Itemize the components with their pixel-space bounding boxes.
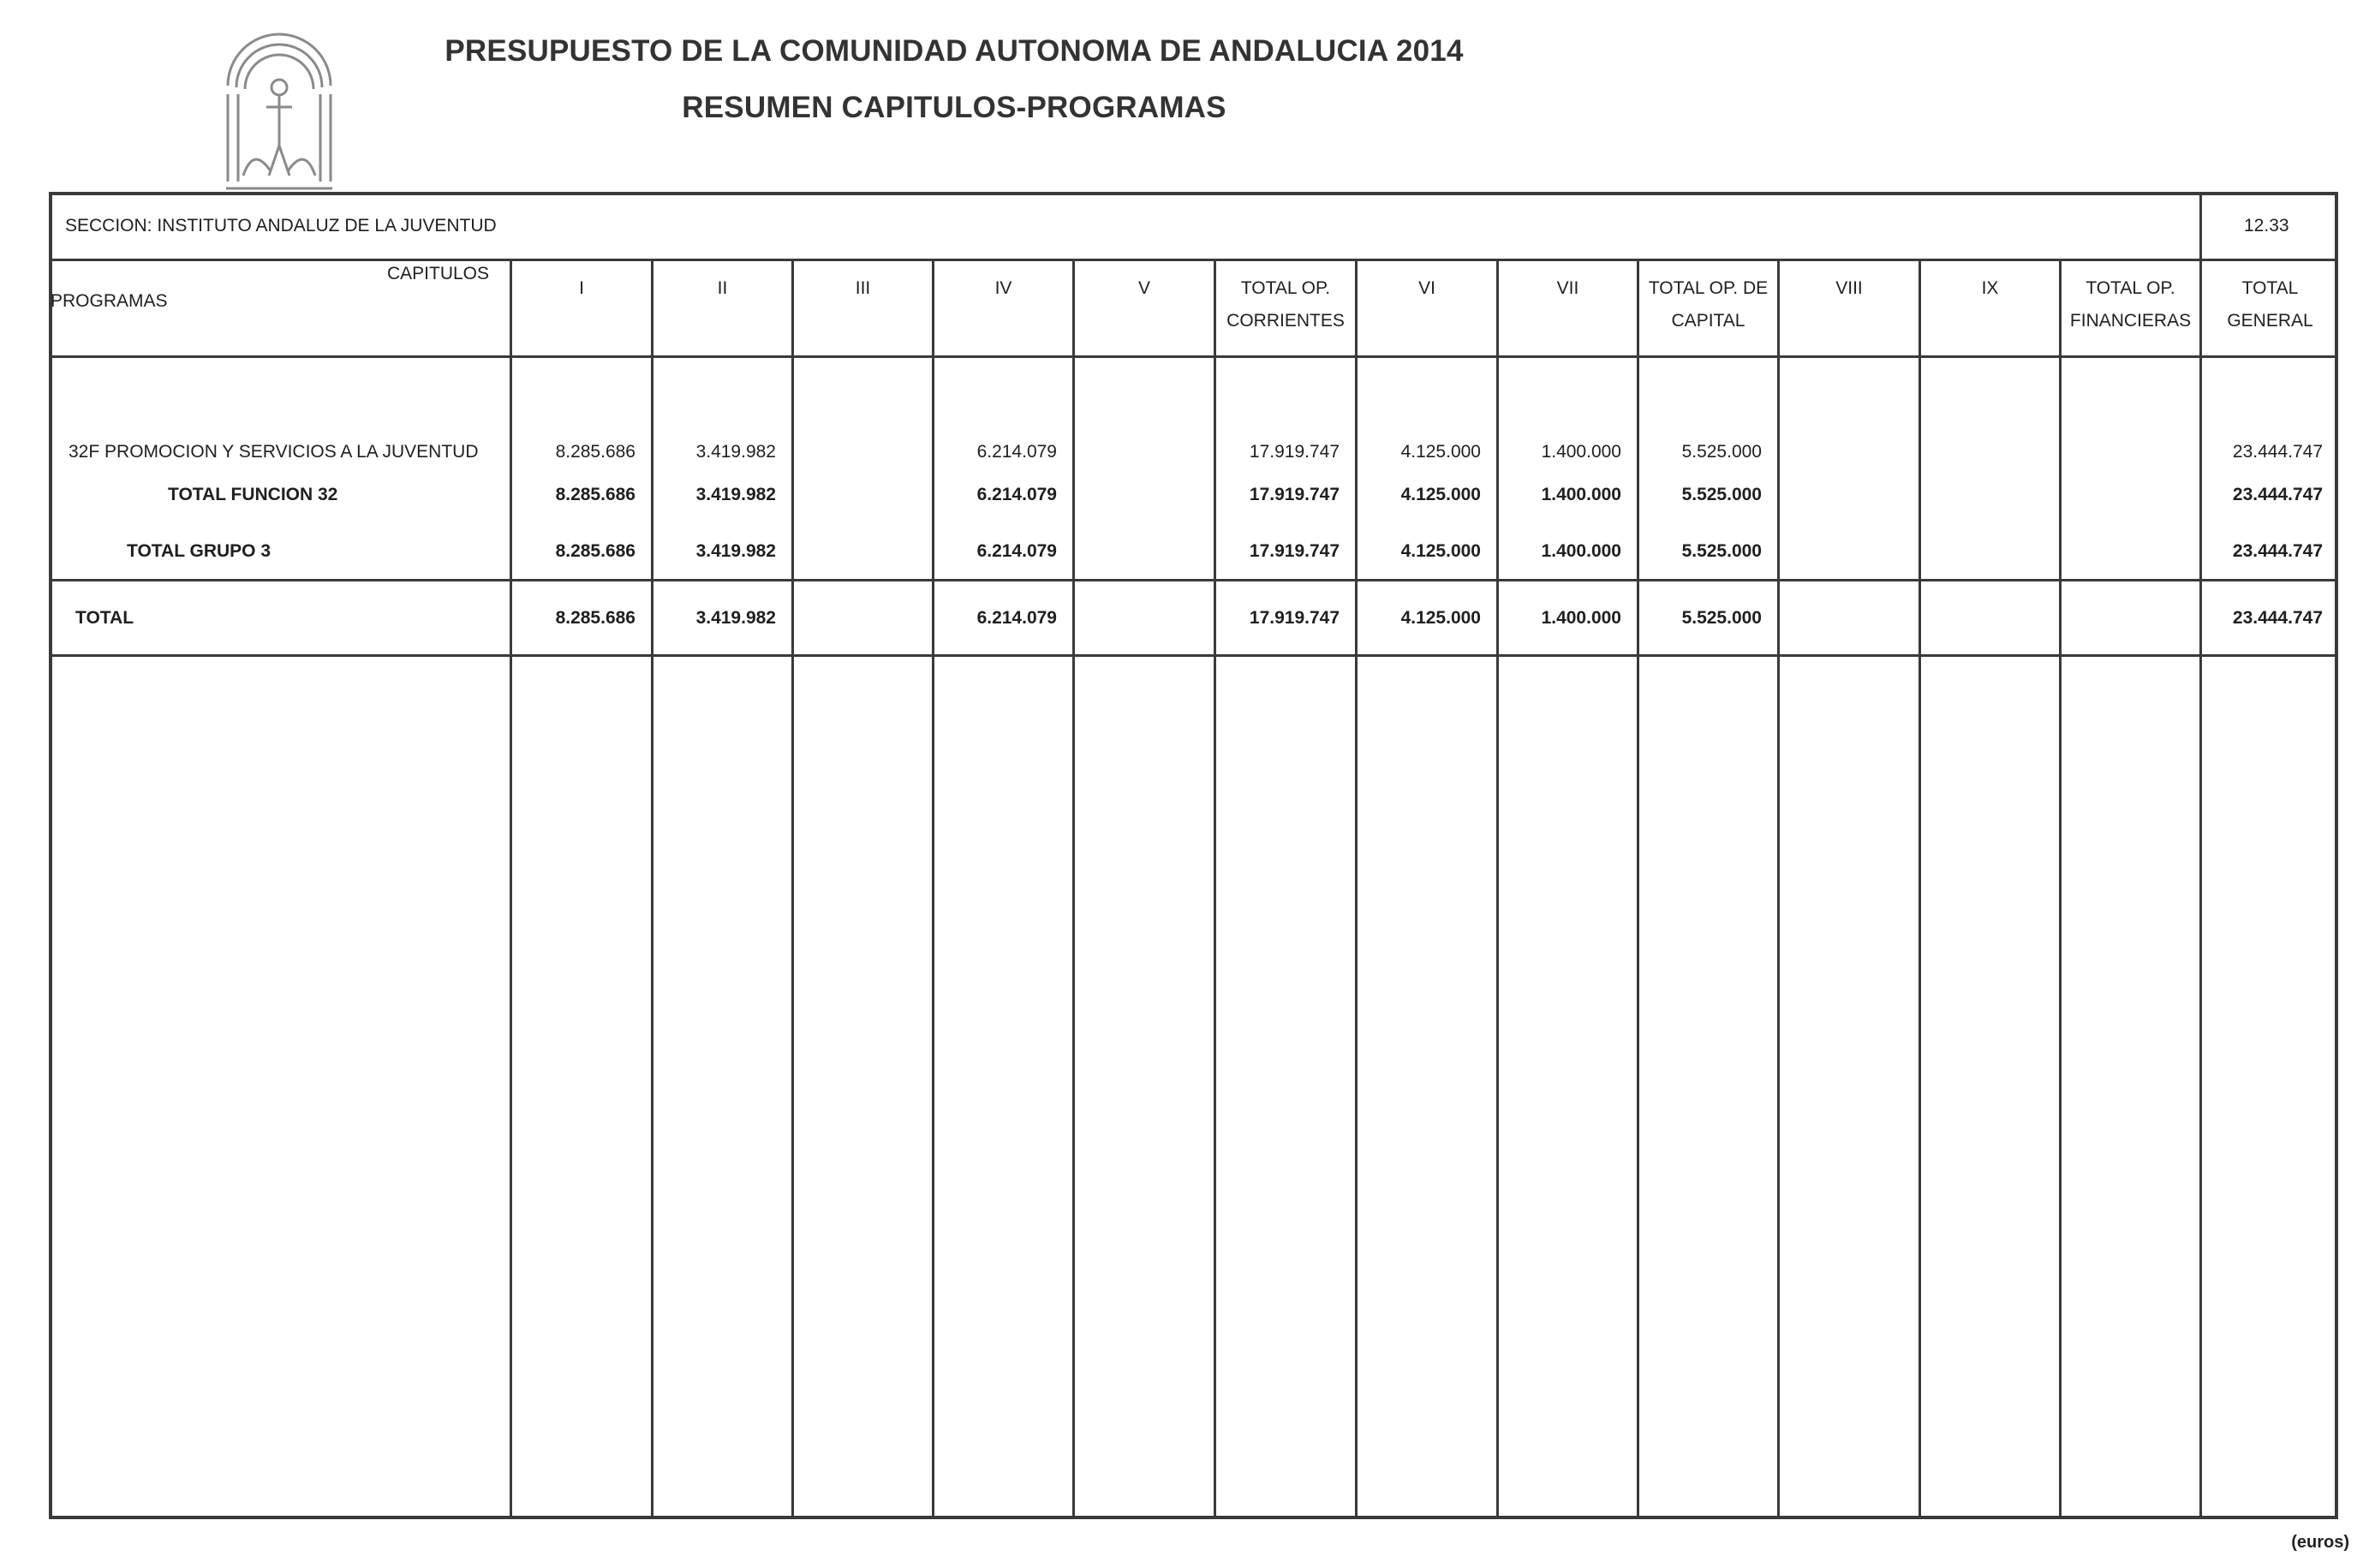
table-cell: 8.285.686	[555, 442, 636, 462]
total-cell: 1.400.000	[1541, 608, 1621, 628]
total-cell: 3.419.982	[695, 608, 776, 628]
table-cell: 3.419.982	[695, 442, 776, 462]
column-divider	[2059, 259, 2062, 1519]
column-divider	[1355, 259, 1358, 1519]
column-header	[2202, 272, 2338, 337]
table-cell: 17.919.747	[1249, 485, 1340, 504]
total-cell: 6.214.079	[976, 608, 1057, 628]
table-cell: 3.419.982	[695, 541, 776, 561]
budget-table-frame	[49, 192, 2338, 1519]
column-header	[1780, 272, 1918, 305]
table-cell: 5.525.000	[1681, 485, 1762, 504]
table-cell: 17.919.747	[1249, 541, 1340, 561]
total-cell: 5.525.000	[1681, 608, 1762, 628]
row-label-total: TOTAL	[75, 608, 134, 628]
column-header	[1921, 272, 2059, 305]
table-cell: 6.214.079	[976, 442, 1057, 462]
column-header	[1639, 272, 1777, 337]
column-header	[934, 272, 1072, 305]
column-header-line1: TOTAL OP.	[2086, 278, 2175, 298]
table-cell: 1.400.000	[1541, 541, 1621, 561]
column-divider	[1214, 259, 1216, 1519]
column-divider	[1496, 259, 1499, 1519]
seccion-label: SECCION: INSTITUTO ANDALUZ DE LA JUVENTUD	[65, 216, 497, 235]
row-label-total-funcion: TOTAL FUNCION 32	[168, 485, 338, 504]
column-header-line1: VII	[1556, 278, 1579, 298]
column-header-line2: CAPITAL	[1671, 311, 1745, 331]
column-header	[1216, 272, 1355, 337]
table-cell: 5.525.000	[1681, 442, 1762, 462]
table-cell: 3.419.982	[695, 485, 776, 504]
programas-label: PROGRAMAS	[51, 291, 168, 311]
page-subtitle: RESUMEN CAPITULOS-PROGRAMAS	[682, 91, 1226, 124]
column-header-line1: VIII	[1835, 278, 1863, 298]
row-label-total-grupo: TOTAL GRUPO 3	[127, 541, 272, 561]
total-row-top-divider	[49, 579, 2338, 581]
column-divider	[791, 259, 794, 1519]
column-header-line1: II	[717, 278, 728, 298]
column-divider	[651, 259, 653, 1519]
total-cell: 17.919.747	[1249, 608, 1340, 628]
column-header-line1: IX	[1981, 278, 1999, 298]
column-header	[2062, 272, 2199, 337]
table-cell: 23.444.747	[2232, 485, 2323, 504]
column-header-line1: V	[1137, 278, 1150, 298]
column-header-line1: TOTAL	[2241, 278, 2299, 298]
row-label-program: 32F PROMOCION Y SERVICIOS A LA JUVENTUD	[69, 442, 479, 462]
column-header-line2: CORRIENTES	[1226, 311, 1345, 331]
table-cell: 8.285.686	[555, 485, 636, 504]
table-cell: 23.444.747	[2232, 442, 2323, 462]
table-cell: 4.125.000	[1400, 442, 1481, 462]
column-divider	[510, 259, 512, 1519]
column-divider	[932, 259, 934, 1519]
units-note: (euros)	[2291, 1533, 2349, 1552]
column-header-line1: I	[579, 278, 584, 298]
column-divider	[2199, 192, 2202, 1519]
table-cell: 6.214.079	[976, 485, 1057, 504]
column-header-line2: GENERAL	[2227, 311, 2313, 331]
total-cell: 23.444.747	[2232, 608, 2323, 628]
column-divider	[1918, 259, 1921, 1519]
capitulos-label: CAPITULOS	[387, 264, 490, 283]
table-cell: 1.400.000	[1541, 442, 1621, 462]
column-header-line1: VI	[1418, 278, 1435, 298]
column-divider	[1072, 259, 1075, 1519]
column-header-line1: IV	[994, 278, 1012, 298]
column-header	[794, 272, 932, 305]
column-divider	[1777, 259, 1780, 1519]
column-header-line1: TOTAL OP. DE	[1648, 278, 1769, 298]
column-header	[1499, 272, 1637, 305]
page-title: PRESUPUESTO DE LA COMUNIDAD AUTONOMA DE ANDALUCIA 2014	[445, 34, 1464, 68]
total-cell: 4.125.000	[1400, 608, 1481, 628]
table-cell: 6.214.079	[976, 541, 1057, 561]
table-cell: 1.400.000	[1541, 485, 1621, 504]
header-divider	[49, 259, 2338, 261]
seccion-code: 12.33	[2244, 216, 2289, 235]
total-cell: 8.285.686	[555, 608, 636, 628]
table-cell: 4.125.000	[1400, 485, 1481, 504]
column-header	[512, 272, 651, 305]
column-header-divider	[49, 355, 2338, 358]
column-header-line2: FINANCIERAS	[2069, 311, 2192, 331]
table-cell: 4.125.000	[1400, 541, 1481, 561]
column-header-line1: TOTAL OP.	[1240, 278, 1331, 298]
total-row-bottom-divider	[49, 654, 2338, 657]
column-header-line1: III	[855, 278, 871, 298]
table-cell: 23.444.747	[2232, 541, 2323, 561]
column-header	[653, 272, 791, 305]
column-divider	[1637, 259, 1639, 1519]
table-cell: 17.919.747	[1249, 442, 1340, 462]
table-cell: 5.525.000	[1681, 541, 1762, 561]
column-header	[1358, 272, 1496, 305]
table-cell: 8.285.686	[555, 541, 636, 561]
junta-de-andalucia-shield-logo-icon	[219, 26, 339, 197]
column-header	[1075, 272, 1214, 305]
